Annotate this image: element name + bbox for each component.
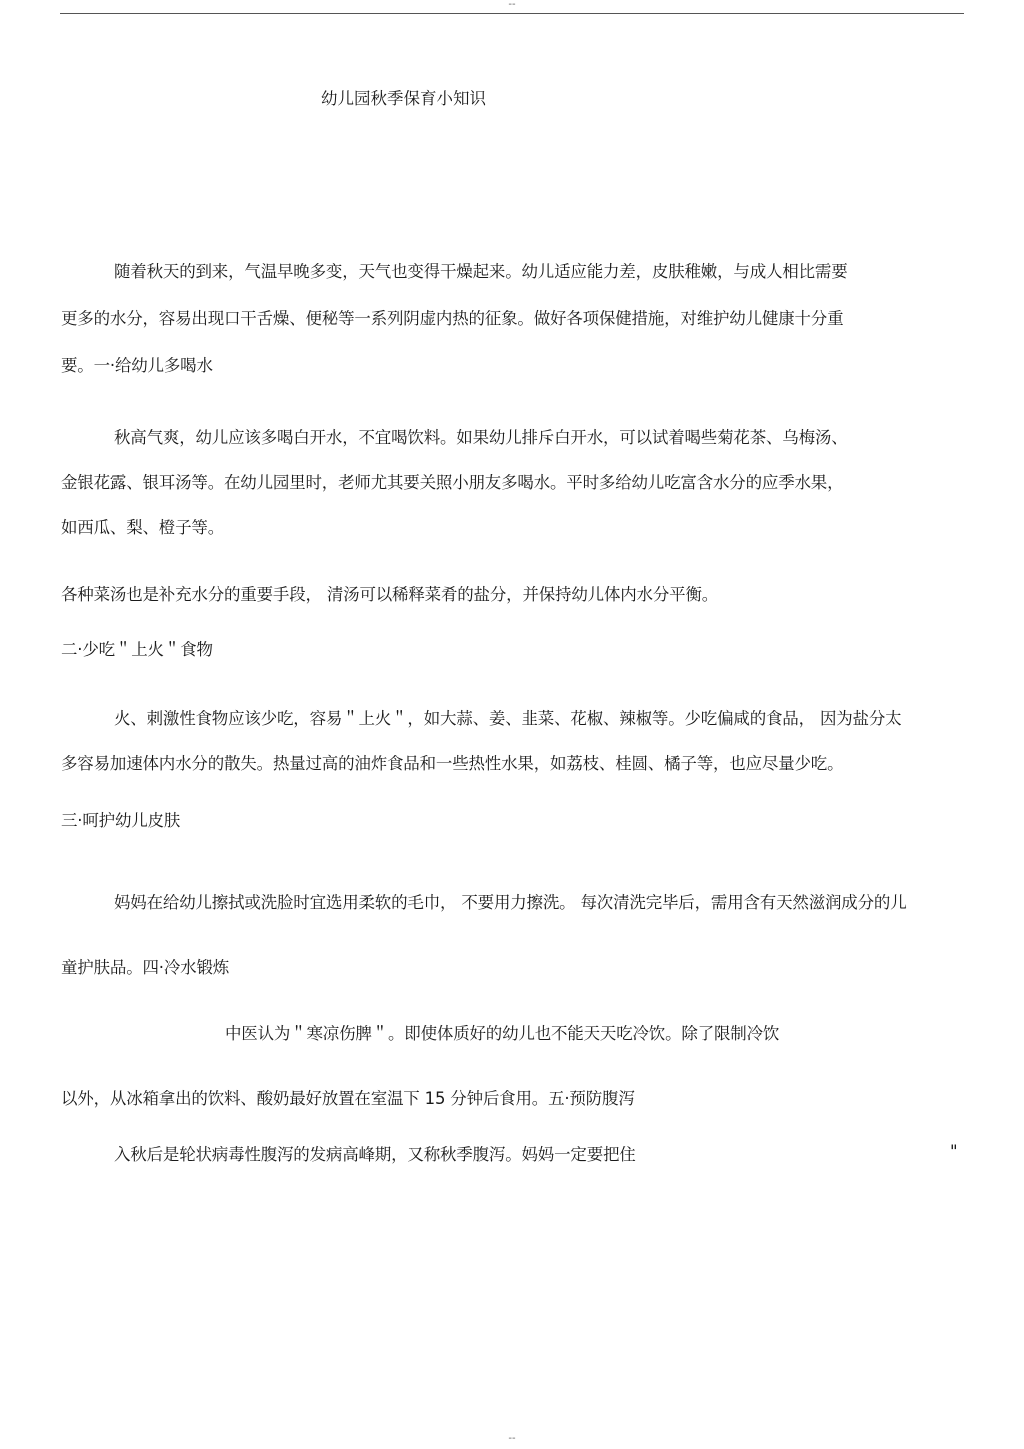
paragraph-line: 各种菜汤也是补充水分的重要手段， 清汤可以稀释菜肴的盐分，并保持幼儿体内水分平衡。 — [61, 585, 719, 604]
page-title: 幼儿园秋季保育小知识 — [321, 89, 486, 108]
paragraph-line: 妈妈在给幼儿擦拭或洗脸时宜选用柔软的毛巾， 不要用力擦洗。 每次清洗完毕后，需用含有天然滋润成分的儿 — [114, 893, 907, 912]
section-heading-line: 要。一·给幼儿多喝水 — [61, 356, 213, 375]
paragraph-line: 中医认为＂寒凉伤脾＂。即使体质好的幼儿也不能天天吃冷饮。除了限制冷饮 — [225, 1024, 780, 1043]
paragraph-line: 金银花露、银耳汤等。在幼儿园里时，老师尤其要关照小朋友多喝水。平时多给幼儿吃富含水分的应季水果， — [61, 473, 844, 492]
section-heading: 二·少吃＂上火＂食物 — [61, 640, 213, 659]
page-mark-bottom: -- — [508, 1433, 516, 1444]
trailing-quote: " — [950, 1142, 958, 1161]
paragraph-line: 随着秋天的到来，气温早晚多变，天气也变得干燥起来。幼儿适应能力差，皮肤稚嫩，与成人相比需要 — [114, 262, 848, 281]
paragraph-line: 如西瓜、梨、橙子等。 — [61, 518, 225, 537]
section-heading-line: 童护肤品。四·冷水锻炼 — [61, 958, 230, 977]
paragraph-line: 多容易加速体内水分的散失。热量过高的油炸食品和一些热性水果，如荔枝、桂圆、橘子等，也应尽量少吃。 — [61, 754, 844, 773]
paragraph-line: 火、刺激性食物应该少吃，容易＂上火＂，如大蒜、姜、韭菜、花椒、辣椒等。少吃偏咸的食品， 因为盐分太 — [114, 709, 902, 728]
page-mark-top: -- — [508, 0, 516, 10]
section-heading-line: 以外，从冰箱拿出的饮料、酸奶最好放置在室温下 15 分钟后食用。五·预防腹泻 — [61, 1089, 635, 1108]
paragraph-line: 秋高气爽，幼儿应该多喝白开水，不宜喝饮料。如果幼儿排斥白开水，可以试着喝些菊花茶、乌梅汤、 — [114, 428, 848, 447]
paragraph-line: 更多的水分，容易出现口干舌燥、便秘等一系列阴虚内热的征象。做好各项保健措施，对维护幼儿健康十分重 — [61, 309, 844, 328]
section-heading: 三·呵护幼儿皮肤 — [61, 811, 181, 830]
paragraph-line: 入秋后是轮状病毒性腹泻的发病高峰期，又称秋季腹泻。妈妈一定要把住 — [114, 1145, 636, 1164]
header-rule — [60, 13, 964, 14]
